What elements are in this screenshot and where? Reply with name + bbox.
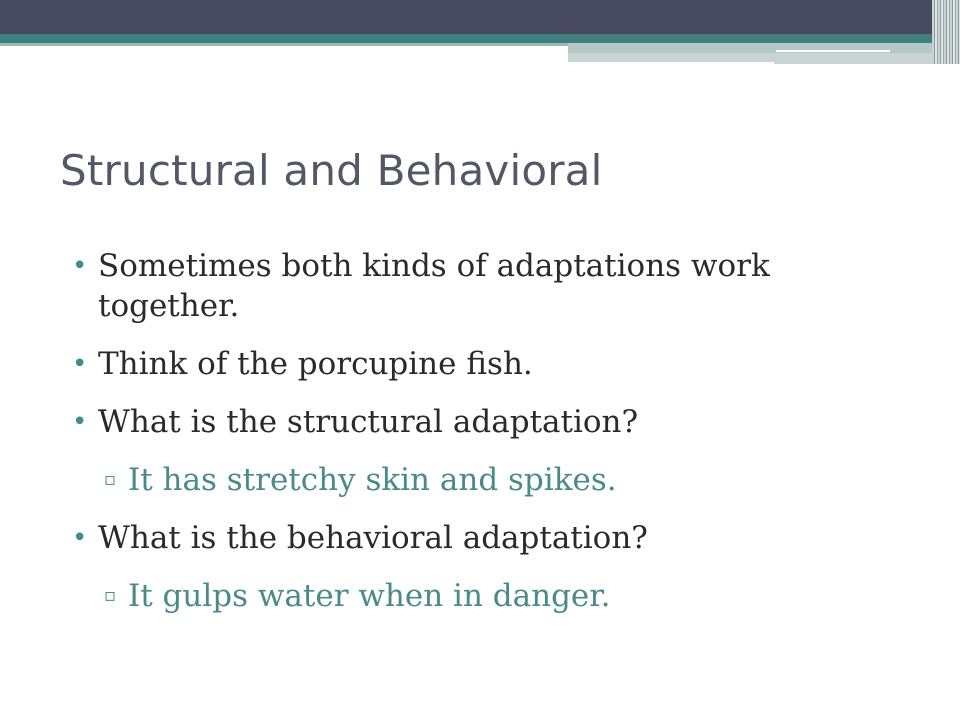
header-bar-teal	[0, 34, 960, 43]
sub-bullet-text: It gulps water when in danger.	[128, 578, 611, 614]
bullet-item	[72, 344, 912, 384]
sub-bullet-text: It has stretchy skin and spikes.	[128, 462, 617, 498]
header-highlight-line	[776, 50, 890, 52]
bullet-dot-icon: •	[72, 407, 88, 437]
bullet-item	[72, 246, 912, 326]
header-highlight-line-lower	[568, 62, 774, 64]
bullet-text: What is the behavioral adaptation?	[98, 520, 648, 556]
sub-bullet-item	[72, 460, 912, 500]
bullet-dot-icon: •	[72, 523, 88, 553]
bullet-list	[72, 246, 912, 634]
bullet-dot-icon: •	[72, 251, 88, 281]
bullet-text: Think of the porcupine fish.	[98, 346, 533, 382]
header-bar-dark	[0, 0, 960, 34]
sub-bullet-item	[72, 576, 912, 616]
square-bullet-icon: ▫	[104, 469, 117, 490]
header-bar-step	[568, 43, 960, 53]
bullet-text: What is the structural adaptation?	[98, 404, 639, 440]
square-bullet-icon: ▫	[104, 585, 117, 606]
bullet-dot-icon: •	[72, 349, 88, 379]
bullet-item	[72, 518, 912, 558]
bullet-text: Sometimes both kinds of adaptations work together.	[98, 248, 770, 324]
header-stripes	[932, 0, 960, 64]
slide-title: Structural and Behavioral	[60, 146, 603, 195]
bullet-item	[72, 402, 912, 442]
